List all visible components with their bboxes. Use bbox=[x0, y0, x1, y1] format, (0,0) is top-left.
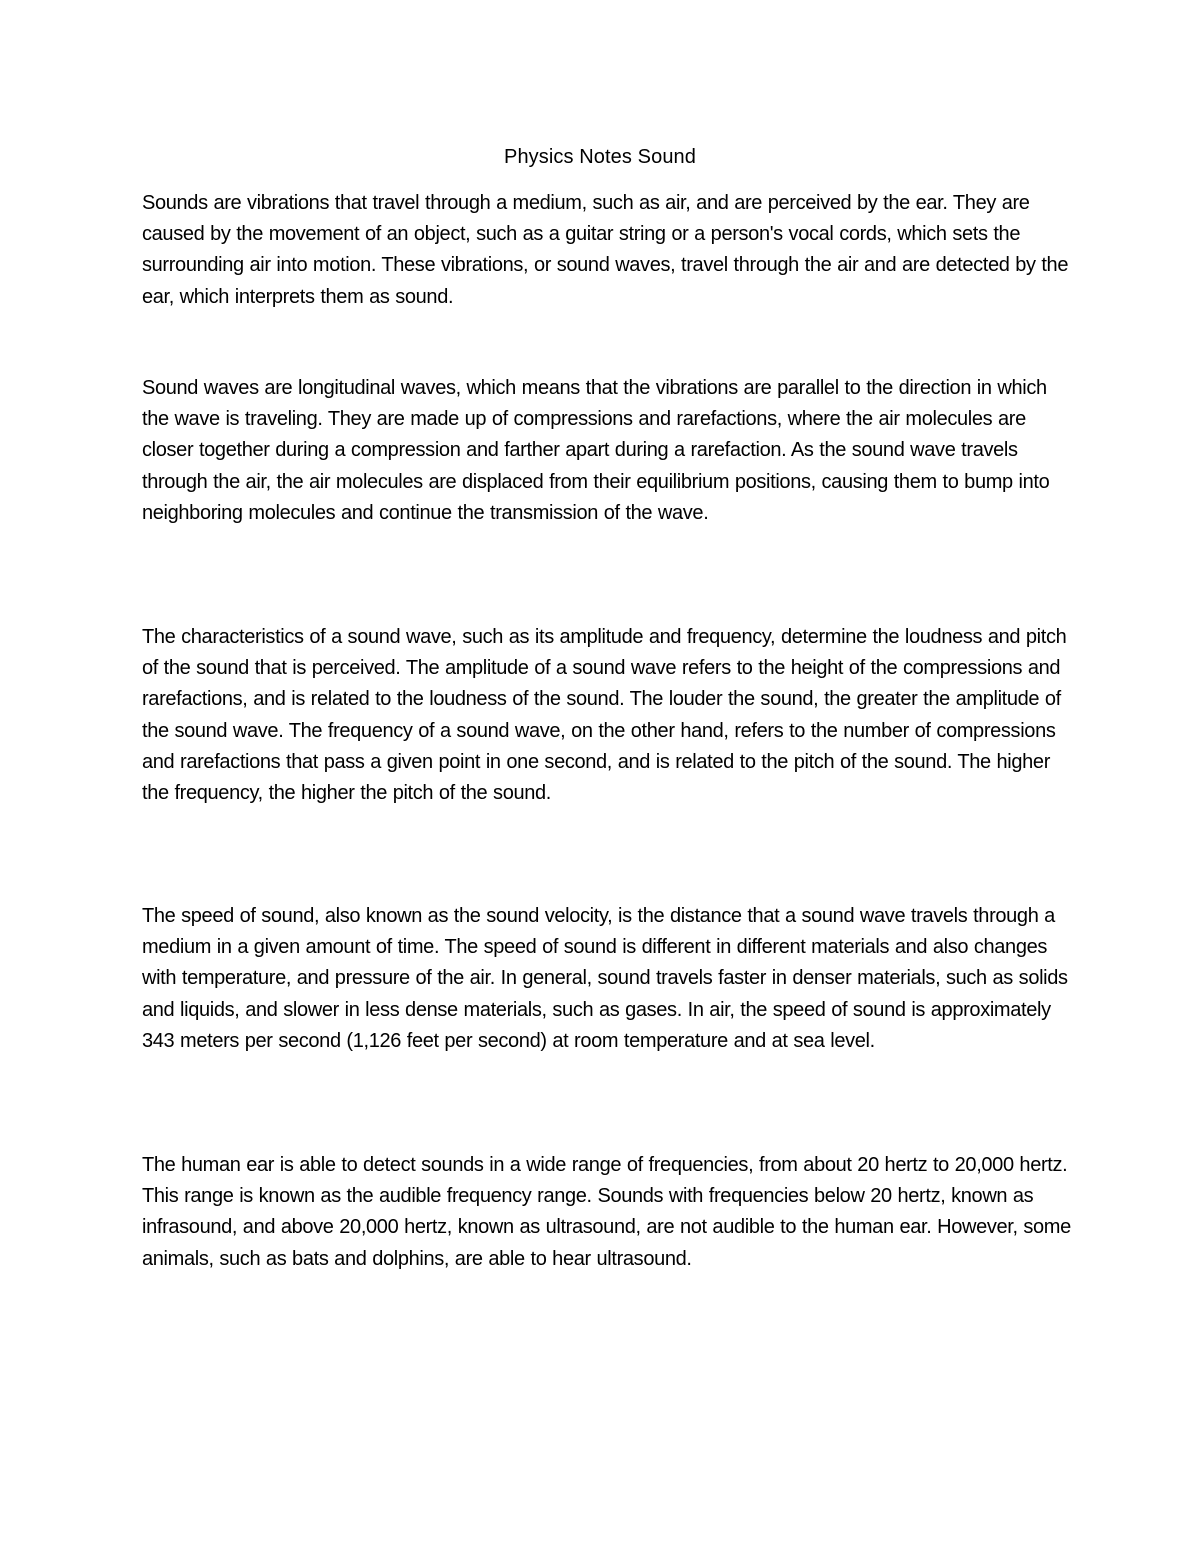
paragraph-longitudinal-waves: Sound waves are longitudinal waves, which means that the vibrations are parallel to the direction in which the wave is traveling. They are made up of compressions and rarefactions, where the air molecules are closer together during a compression and farther apart during a rarefaction. As the sound wave travels through the air, the air molecules are displaced from their equilibrium positions, causing them to bump into neighboring molecules and continue the transmission of the wave. bbox=[142, 377, 1050, 524]
paragraph-speed-of-sound: The speed of sound, also known as the sound velocity, is the distance that a sound wave travels through a medium in a given amount of time. The speed of sound is different in different materials and also changes with temperature, and pressure of the air. In general, sound travels faster in denser materials, such as solids and liquids, and slower in less dense materials, such as gases. In air, the speed of sound is approximately 343 meters per second (1,126 feet per second) at room temperature and at sea level. bbox=[142, 905, 1068, 1052]
document-title: Physics Notes Sound bbox=[504, 146, 696, 168]
paragraph-audible-range: The human ear is able to detect sounds in a wide range of frequencies, from about 20 hertz to 20,000 hertz. This range is known as the audible frequency range. Sounds with frequencies below 20 hertz, known as infrasound, and above 20,000 hertz, known as ultrasound, are not audible to the human ear. However, some animals, such as bats and dolphins, are able to hear ultrasound. bbox=[142, 1154, 1071, 1270]
paragraph-sound-definition: Sounds are vibrations that travel through a medium, such as air, and are perceived by the ear. They are caused by the movement of an object, such as a guitar string or a person's vocal cords, which sets the surrounding air into motion. These vibrations, or sound waves, travel through the air and are detected by the ear, which interprets them as sound. bbox=[142, 192, 1069, 308]
paragraph-wave-characteristics: The characteristics of a sound wave, such as its amplitude and frequency, determine the loudness and pitch of the sound that is perceived. The amplitude of a sound wave refers to the height of the compressions and rarefactions, and is related to the loudness of the sound. The louder the sound, the greater the amplitude of the sound wave. The frequency of a sound wave, on the other hand, refers to the number of compressions and rarefactions that pass a given point in one second, and is related to the pitch of the sound. The higher the frequency, the higher the pitch of the sound. bbox=[142, 626, 1067, 805]
